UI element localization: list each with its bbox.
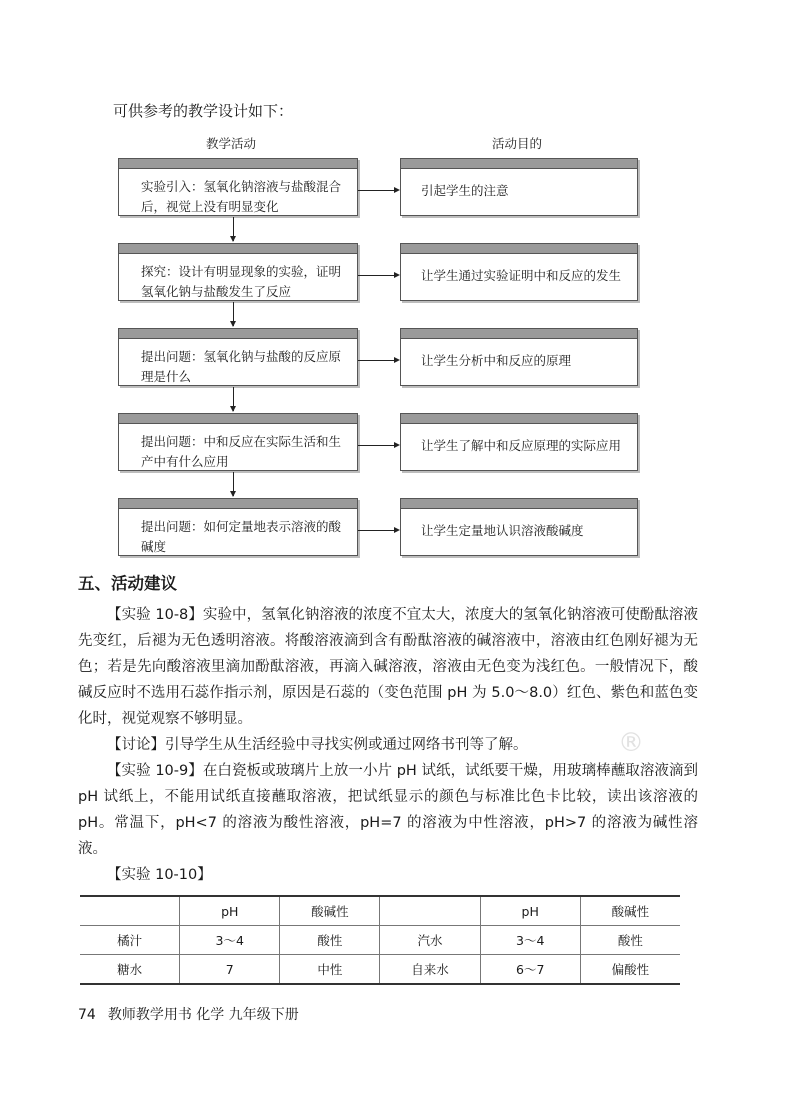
purpose-box <box>400 413 638 471</box>
flow-arrow <box>358 360 394 361</box>
flow-down-arrow <box>233 472 234 496</box>
purpose-box <box>400 498 638 556</box>
intro-text: 可供参考的教学设计如下： <box>113 102 294 120</box>
activity-text: 探究：设计有明显现象的实验，证明氢氧化钠与盐酸发生了反应 <box>141 264 342 299</box>
table-header-cell: 酸碱性 <box>580 896 680 926</box>
table-row <box>80 926 680 955</box>
table-cell: 3～4 <box>180 926 280 955</box>
flow-arrow <box>358 445 394 446</box>
purpose-text: 让学生了解中和反应原理的实际应用 <box>421 438 622 453</box>
ph-table <box>80 895 680 985</box>
activity-text: 提出问题：如何定量地表示溶液的酸碱度 <box>141 519 342 554</box>
table-cell: 糖水 <box>80 955 180 985</box>
flow-arrow <box>358 275 394 276</box>
table-cell: 7 <box>180 955 280 985</box>
activity-box <box>118 158 358 216</box>
activity-text: 提出问题：中和反应在实际生活和生产中有什么应用 <box>141 434 342 469</box>
flow-arrow <box>358 530 394 531</box>
purpose-text: 让学生分析中和反应的原理 <box>421 353 572 368</box>
purpose-text: 引起学生的注意 <box>421 183 509 198</box>
section-title: 五、活动建议 <box>78 574 177 593</box>
activity-text: 实验引入：氢氧化钠溶液与盐酸混合后，视觉上没有明显变化 <box>141 179 342 214</box>
page-footer <box>78 1004 299 1024</box>
table-header-row <box>80 896 680 926</box>
column-header-activity: 教学活动 <box>206 136 257 151</box>
table-header-cell: pH <box>180 896 280 926</box>
flow-down-arrow <box>233 387 234 411</box>
paragraph-experiment-10-10: 【实验 10-10】 <box>107 867 212 883</box>
activity-box <box>118 413 358 471</box>
flow-down-arrow <box>233 217 234 241</box>
paragraph-experiment-10-9: 【实验 10-9】在白瓷板或玻璃片上放一小片 pH 试纸，试纸要干燥，用玻璃棒蘸取溶液滴到 pH 试纸上，不能用试纸直接蘸取溶液，把试纸显示的颜色与标准比色卡比较，读出该溶液的 pH。常温下，pH<7 的溶液为酸性溶液，pH=7 的溶液为中性溶液，pH>7 的溶液为碱性溶液。 <box>78 763 698 857</box>
activity-box <box>118 328 358 386</box>
table-cell: 酸性 <box>580 926 680 955</box>
table-cell: 3～4 <box>480 926 580 955</box>
table-row <box>80 955 680 985</box>
purpose-box <box>400 243 638 301</box>
table-header-cell: pH <box>480 896 580 926</box>
purpose-text: 让学生通过实验证明中和反应的发生 <box>421 268 622 283</box>
paragraph-discussion: 【讨论】引导学生从生活经验中寻找实例或通过网络书刊等了解。 <box>107 737 528 753</box>
paragraph-experiment-10-8: 【实验 10-8】实验中，氢氧化钠溶液的浓度不宜太大，浓度大的氢氧化钠溶液可使酚酞溶液先变红，后褪为无色透明溶液。将酸溶液滴到含有酚酞溶液的碱溶液中，溶液由红色刚好褪为无色；若是先向酸溶液里滴加酚酞溶液，再滴入碱溶液，溶液由无色变为浅红色。一般情况下，酸碱反应时不选用石蕊作指示剂，原因是石蕊的（变色范围 pH 为 5.0～8.0）红色、紫色和蓝色变化时，视觉观察不够明显。 <box>78 607 698 727</box>
table-cell: 自来水 <box>380 955 480 985</box>
column-header-purpose: 活动目的 <box>492 136 543 151</box>
table-cell: 汽水 <box>380 926 480 955</box>
activity-box <box>118 243 358 301</box>
purpose-box <box>400 158 638 216</box>
page-number: 74 <box>78 1007 96 1023</box>
flow-arrow <box>358 190 394 191</box>
table-cell: 酸性 <box>280 926 380 955</box>
table-cell: 中性 <box>280 955 380 985</box>
flow-down-arrow <box>233 302 234 326</box>
body-text <box>78 602 698 888</box>
table-header-cell <box>80 896 180 926</box>
table-header-cell <box>380 896 480 926</box>
book-title: 教师教学用书 化学 九年级下册 <box>107 1007 299 1023</box>
table-cell: 6～7 <box>480 955 580 985</box>
table-header-cell: 酸碱性 <box>280 896 380 926</box>
table-cell: 偏酸性 <box>580 955 680 985</box>
activity-box <box>118 498 358 556</box>
registered-mark: ® <box>618 728 644 758</box>
purpose-text: 让学生定量地认识溶液酸碱度 <box>421 523 584 538</box>
table-cell: 橘汁 <box>80 926 180 955</box>
activity-text: 提出问题：氢氧化钠与盐酸的反应原理是什么 <box>141 349 342 384</box>
purpose-box <box>400 328 638 386</box>
